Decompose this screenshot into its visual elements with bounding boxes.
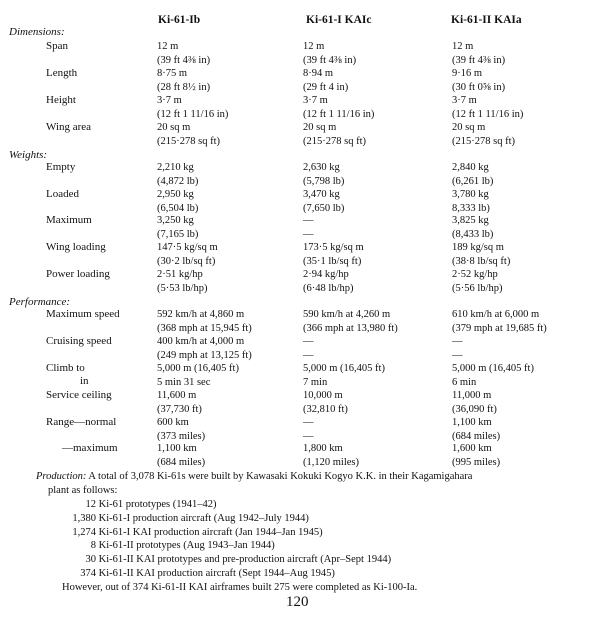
table-cell: (215·278 sq ft) [452, 135, 515, 147]
table-cell: 8,333 lb) [452, 202, 490, 214]
table-cell: 2,210 kg [157, 162, 194, 173]
table-cell: 1,800 km [303, 443, 343, 454]
table-cell: (379 mph at 19,685 ft) [452, 322, 547, 334]
table-cell: (5,798 lb) [303, 175, 345, 187]
table-cell: 3·7 m [452, 95, 477, 106]
table-cell: (36,090 ft) [452, 403, 497, 415]
table-cell: 5,000 m (16,405 ft) [157, 363, 239, 374]
row-label-secondary: in [80, 375, 89, 387]
table-cell: 11,000 m [452, 390, 492, 401]
table-cell: (12 ft 1 11/16 in) [452, 108, 524, 120]
table-cell: 7 min [303, 376, 328, 388]
page-number: 120 [286, 594, 309, 610]
table-cell: 12 m [157, 41, 179, 52]
table-cell: (29 ft 4 in) [303, 81, 349, 93]
table-cell: (6·48 lb/hp) [303, 282, 354, 294]
column-header-ki-61-ii-kaia: Ki-61-II KAIa [451, 14, 522, 26]
production-item: 1,274 Ki-61-I KAI production aircraft (Jan 1944–Jan 1945) [72, 526, 323, 538]
table-cell: — [452, 336, 463, 347]
row-label: Range—normal [46, 416, 117, 428]
table-cell: 3·7 m [303, 95, 328, 106]
table-cell: (4,872 lb) [157, 175, 199, 187]
table-cell: 11,600 m [157, 390, 197, 401]
production-label: Production: [36, 471, 87, 482]
row-label: Climb to [46, 362, 85, 374]
table-cell: (39 ft 4⅜ in) [157, 54, 211, 66]
table-cell: 5,000 m (16,405 ft) [303, 363, 385, 374]
table-cell: — [303, 349, 314, 361]
table-cell: 12 m [452, 41, 474, 52]
table-cell: 2·52 kg/hp [452, 269, 498, 280]
table-cell: — [303, 215, 314, 226]
row-label: Wing area [46, 121, 92, 133]
table-cell: — [303, 430, 314, 442]
production-item: 12 Ki-61 prototypes (1941–42) [85, 499, 217, 510]
table-cell: (37,730 ft) [157, 403, 202, 415]
row-label: Span [46, 40, 68, 52]
section-title: Weights: [9, 149, 48, 161]
table-cell: (12 ft 1 11/16 in) [157, 108, 229, 120]
row-label: Loaded [46, 188, 79, 200]
table-cell: (7,165 lb) [157, 228, 199, 240]
production-closing: However, out of 374 Ki-61-II KAI airframes built 275 were completed as Ki-100-Ia. [62, 582, 418, 593]
table-cell: 2,840 kg [452, 162, 489, 173]
section-title: Performance: [9, 296, 71, 308]
table-cell: 12 m [303, 41, 325, 52]
production-intro: A total of 3,078 Ki-61s were built by Kawasaki Kokuki Kogyo K.K. in their Kagamigahara [86, 471, 473, 482]
row-label: Length [46, 67, 78, 79]
section-title: Dimensions: [9, 26, 65, 38]
column-header-ki-61-i-kaic: Ki-61-I KAIc [306, 14, 372, 26]
table-cell: (215·278 sq ft) [303, 135, 366, 147]
table-cell: 2,630 kg [303, 162, 340, 173]
table-cell: 5 min 31 sec [157, 376, 211, 388]
table-cell: 5,000 m (16,405 ft) [452, 363, 534, 374]
table-cell: (39 ft 4⅜ in) [303, 54, 357, 66]
row-label: Maximum speed [46, 308, 120, 320]
table-cell: (8,433 lb) [452, 228, 494, 240]
row-label: Maximum [46, 214, 92, 226]
table-cell: 1,100 km [452, 417, 492, 428]
table-cell: (7,650 lb) [303, 202, 345, 214]
table-cell: (368 mph at 15,945 ft) [157, 322, 252, 334]
table-cell: (35·1 lb/sq ft) [303, 255, 362, 267]
table-cell: (12 ft 1 11/16 in) [303, 108, 375, 120]
table-cell: (249 mph at 13,125 ft) [157, 349, 252, 361]
table-cell: 2,950 kg [157, 189, 194, 200]
table-cell: (366 mph at 13,980 ft) [303, 322, 398, 334]
table-cell: 3·7 m [157, 95, 182, 106]
table-cell: 9·16 m [452, 68, 483, 79]
table-cell: (215·278 sq ft) [157, 135, 220, 147]
production-item: 8 Ki-61-II prototypes (Aug 1943–Jan 1944) [90, 540, 275, 552]
table-cell: 20 sq m [157, 122, 191, 133]
table-cell: 3,780 kg [452, 189, 489, 200]
production-item: 1,380 Ki-61-I production aircraft (Aug 1942–July 1944) [72, 512, 309, 524]
table-cell: — [303, 417, 314, 428]
table-cell: 10,000 m [303, 390, 343, 401]
row-label: Service ceiling [46, 389, 112, 401]
table-cell: 8·94 m [303, 68, 334, 79]
column-header-ki-61-ib: Ki-61-Ib [158, 14, 201, 26]
table-cell: (5·56 lb/hp) [452, 282, 503, 294]
table-cell: 600 km [157, 417, 189, 428]
table-cell: (995 miles) [452, 456, 501, 468]
table-cell: — [303, 336, 314, 347]
row-label: —maximum [62, 442, 118, 454]
table-cell: 20 sq m [452, 122, 486, 133]
row-label: Height [46, 94, 76, 106]
table-cell: 20 sq m [303, 122, 337, 133]
table-cell: (373 miles) [157, 430, 206, 442]
table-cell: 2·94 kg/hp [303, 269, 349, 280]
table-cell: (39 ft 4⅜ in) [452, 54, 506, 66]
table-cell: 8·75 m [157, 68, 188, 79]
table-cell: (684 miles) [157, 456, 206, 468]
row-label: Power loading [46, 268, 110, 280]
table-cell: 173·5 kg/sq m [303, 242, 364, 253]
table-cell: 1,600 km [452, 443, 492, 454]
row-label: Wing loading [46, 241, 106, 253]
table-cell: 3,470 kg [303, 189, 340, 200]
table-cell: 147·5 kg/sq m [157, 242, 218, 253]
table-cell: (30 ft 0⅝ in) [452, 81, 506, 93]
production-line-2: plant as follows: [48, 485, 118, 496]
table-cell: 6 min [452, 376, 477, 388]
table-cell: — [303, 228, 314, 240]
row-label: Empty [46, 161, 76, 173]
table-cell: (1,120 miles) [303, 456, 359, 468]
table-cell: (30·2 lb/sq ft) [157, 255, 216, 267]
table-cell: — [452, 349, 463, 361]
table-cell: 590 km/h at 4,260 m [303, 309, 391, 320]
table-cell: (38·8 lb/sq ft) [452, 255, 511, 267]
table-cell: 2·51 kg/hp [157, 269, 203, 280]
table-cell: (6,261 lb) [452, 175, 494, 187]
table-cell: 3,825 kg [452, 215, 489, 226]
production-item: 30 Ki-61-II KAI prototypes and pre-production aircraft (Apr–Sept 1944) [85, 554, 392, 566]
table-cell: (28 ft 8½ in) [157, 81, 211, 93]
table-cell: 189 kg/sq m [452, 242, 504, 253]
production-line-1 [36, 470, 472, 484]
table-cell: 1,100 km [157, 443, 197, 454]
table-cell: (32,810 ft) [303, 403, 348, 415]
table-cell: 400 km/h at 4,000 m [157, 336, 245, 347]
table-cell: (5·53 lb/hp) [157, 282, 208, 294]
table-cell: (6,504 lb) [157, 202, 199, 214]
table-cell: 592 km/h at 4,860 m [157, 309, 245, 320]
table-cell: (684 miles) [452, 430, 501, 442]
table-cell: 3,250 kg [157, 215, 194, 226]
table-cell: 610 km/h at 6,000 m [452, 309, 540, 320]
row-label: Cruising speed [46, 335, 112, 347]
production-item: 374 Ki-61-II KAI production aircraft (Sept 1944–Aug 1945) [80, 568, 335, 579]
